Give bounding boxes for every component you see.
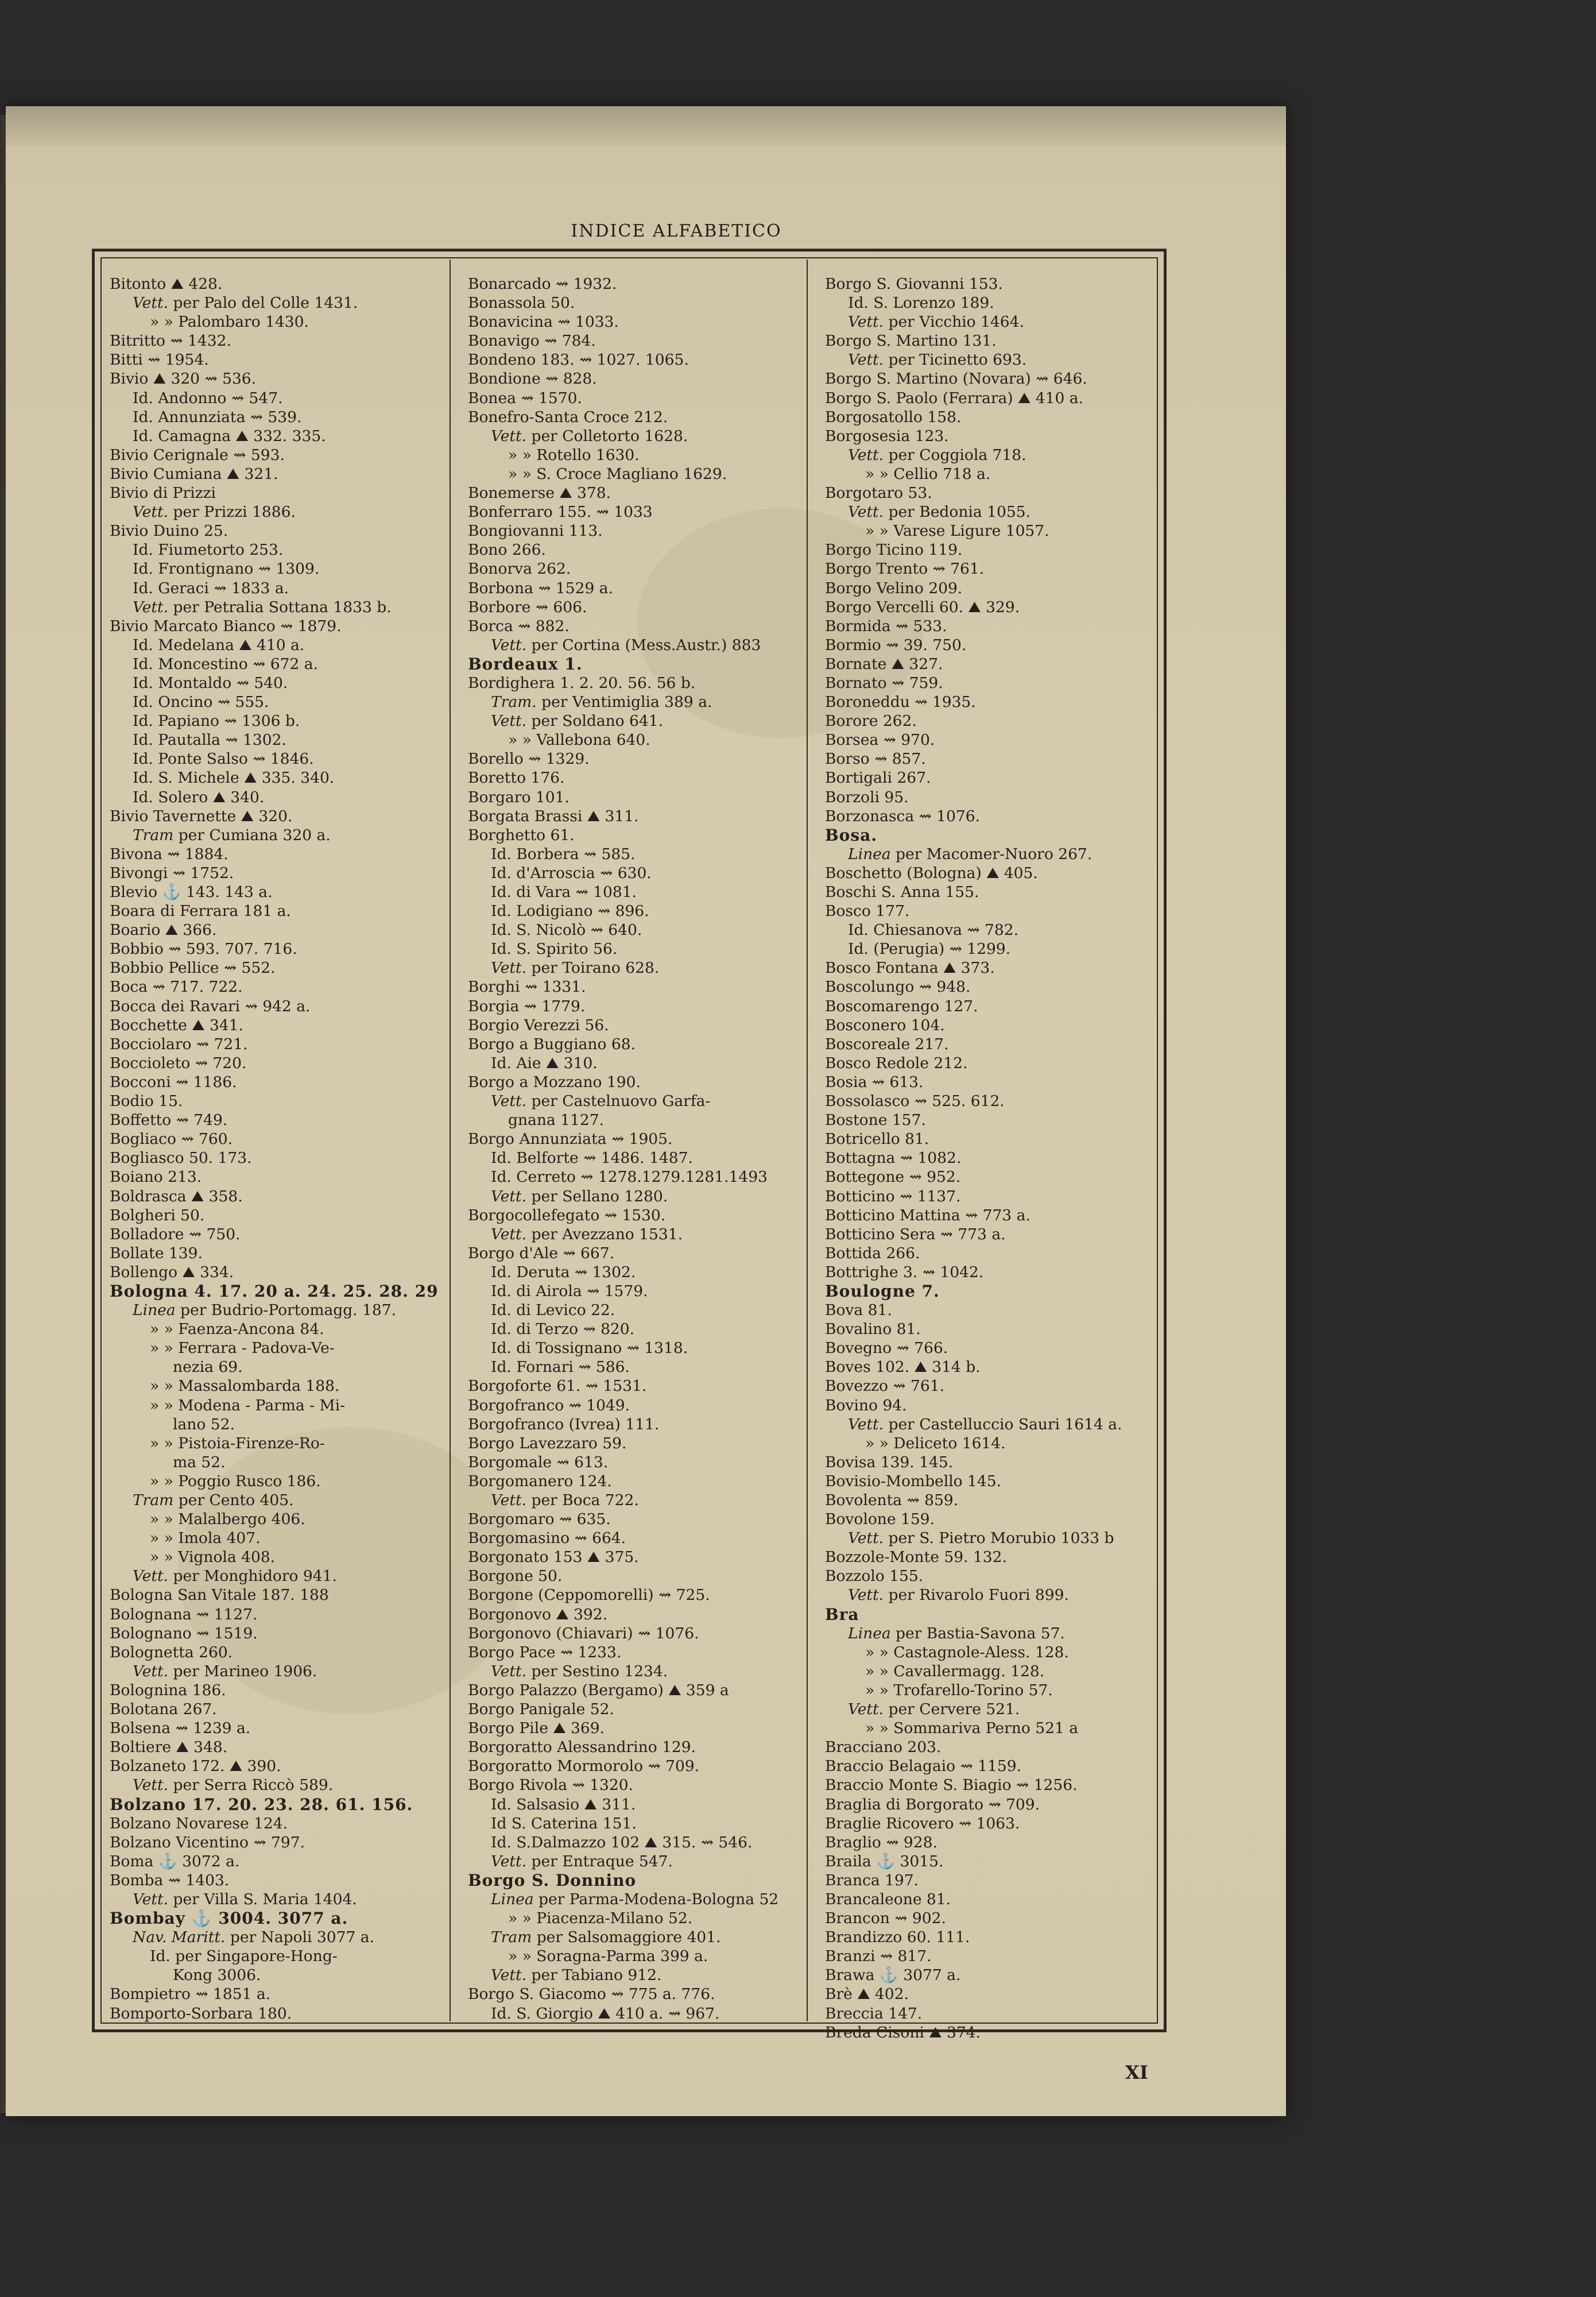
index-entry: Vett. per S. Pietro Morubio 1033 b: [848, 1529, 1114, 1548]
index-entry: Vett. per Entraque 547.: [491, 1852, 673, 1870]
index-entry: Linea per Parma-Modena-Bologna 52: [491, 1890, 779, 1908]
index-entry: Vett. per Palo del Colle 1431.: [133, 294, 358, 312]
index-entry: Borbona ⇝ 1529 a.: [468, 579, 614, 597]
index-entry: Id. S. Lorenzo 189.: [848, 294, 994, 312]
index-entry: Borgo S. Giacomo ⇝ 775 a. 776.: [468, 1985, 715, 2004]
index-entry: Borsea ⇝ 970.: [825, 731, 935, 749]
index-entry: Borgo Pace ⇝ 1233.: [468, 1643, 622, 1661]
index-entry: » » Ferrara - Padova-Ve-: [150, 1339, 335, 1358]
index-entry: Borgomasino ⇝ 664.: [468, 1529, 626, 1548]
index-entry: » » Palombaro 1430.: [150, 313, 309, 331]
index-entry: Vett. per Sellano 1280.: [491, 1187, 668, 1205]
index-entry: Borgo Ticino 119.: [825, 541, 963, 559]
index-entry: Bolzano 17. 20. 23. 28. 61. 156.: [110, 1795, 413, 1814]
index-entry: Id. Salsasio ⛰ 311.: [491, 1795, 636, 1813]
index-entry: » » Piacenza-Milano 52.: [508, 1909, 693, 1928]
index-entry: Breda Cisoni ⛰ 374.: [825, 2023, 981, 2041]
index-entry: Vett. per Rivarolo Fuori 899.: [848, 1586, 1069, 1604]
index-entry: Id. Solero ⛰ 340.: [133, 788, 265, 806]
index-entry: Vett. per Vicchio 1464.: [848, 313, 1024, 331]
index-entry: Id. Papiano ⇝ 1306 b.: [133, 712, 300, 730]
index-entry: » » Malalbergo 406.: [150, 1510, 305, 1529]
index-entry: Boffetto ⇝ 749.: [110, 1111, 228, 1130]
index-entry: Linea per Macomer-Nuoro 267.: [848, 845, 1093, 863]
index-entry: Bolsena ⇝ 1239 a.: [110, 1719, 251, 1738]
index-entry: Borgosesia 123.: [825, 427, 949, 445]
index-entry: Bostone 157.: [825, 1111, 926, 1130]
index-entry: » » Soragna-Parma 399 a.: [508, 1947, 708, 1966]
index-entry: Linea per Budrio-Portomagg. 187.: [133, 1301, 397, 1320]
index-entry: Bosco Redole 212.: [825, 1054, 968, 1072]
index-entry: » » Faenza-Ancona 84.: [150, 1320, 324, 1339]
index-entry: Id. Camagna ⛰ 332. 335.: [133, 427, 326, 445]
index-entry: Bivona ⇝ 1884.: [110, 845, 228, 863]
index-entry: Vett. per Prizzi 1886.: [133, 503, 296, 521]
index-entry: Vett. per Bedonia 1055.: [848, 503, 1031, 521]
index-entry: Bivongi ⇝ 1752.: [110, 864, 234, 882]
index-entry: Bolotana 267.: [110, 1700, 217, 1719]
index-entry: Boltiere ⛰ 348.: [110, 1738, 228, 1757]
index-entry: Borbore ⇝ 606.: [468, 598, 587, 616]
index-entry: Borgomanero 124.: [468, 1472, 612, 1490]
index-entry: Vett. per Petralia Sottana 1833 b.: [133, 598, 392, 616]
index-entry: Id. Annunziata ⇝ 539.: [133, 408, 302, 426]
index-entry: Vett. per Toirano 628.: [491, 959, 660, 977]
index-entry: Linea per Bastia-Savona 57.: [848, 1624, 1065, 1642]
index-entry: Bobbio Pellice ⇝ 552.: [110, 959, 276, 977]
index-entry: Bolzano Vicentino ⇝ 797.: [110, 1833, 305, 1851]
index-entry: Vett. per Marineo 1906.: [133, 1662, 317, 1680]
index-entry: Bozzolo 155.: [825, 1567, 924, 1586]
index-entry: Boroneddu ⇝ 1935.: [825, 693, 976, 711]
index-entry: Borca ⇝ 882.: [468, 617, 570, 635]
index-entry: Bondione ⇝ 828.: [468, 370, 597, 388]
index-entry: Braccio Monte S. Biagio ⇝ 1256.: [825, 1776, 1078, 1795]
index-entry: Bobbio ⇝ 593. 707. 716.: [110, 940, 297, 958]
index-entry: Bogliaco ⇝ 760.: [110, 1130, 233, 1148]
index-entry: Borgofranco ⇝ 1049.: [468, 1396, 630, 1414]
index-entry: Braccio Belagaio ⇝ 1159.: [825, 1757, 1022, 1776]
index-entry: Borgo Lavezzaro 59.: [468, 1434, 627, 1452]
index-entry: » » Castagnole-Aless. 128.: [865, 1643, 1069, 1661]
index-entry: Bollate 139.: [110, 1244, 203, 1262]
index-column-1: [110, 274, 443, 2023]
index-entry: Bordeaux 1.: [468, 654, 583, 674]
index-entry: Borso ⇝ 857.: [825, 750, 926, 768]
index-entry: Boschetto (Bologna) ⛰ 405.: [825, 864, 1038, 882]
index-entry: Braglie Ricovero ⇝ 1063.: [825, 1814, 1020, 1832]
index-entry: Bonemerse ⛰ 378.: [468, 484, 611, 502]
index-entry: Borgone (Ceppomorelli) ⇝ 725.: [468, 1586, 710, 1604]
index-entry: Id. S.Dalmazzo 102 ⛰ 315. ⇝ 546.: [491, 1833, 753, 1851]
index-entry: Borgo Velino 209.: [825, 579, 963, 597]
index-entry: » » Cavallermagg. 128.: [865, 1662, 1045, 1680]
index-entry: Id. Lodigiano ⇝ 896.: [491, 902, 649, 921]
index-entry: Id. Fiumetorto 253.: [133, 541, 284, 559]
book-page: [6, 106, 1286, 2116]
index-entry: Bovalino 81.: [825, 1320, 921, 1339]
index-entry: gnana 1127.: [508, 1111, 604, 1130]
index-entry: Borgotaro 53.: [825, 484, 932, 502]
index-entry: Bonarcado ⇝ 1932.: [468, 275, 617, 293]
index-entry: Tram. per Ventimiglia 389 a.: [491, 693, 712, 711]
index-entry: Bivio Duino 25.: [110, 522, 228, 540]
index-entry: Vett. per Monghidoro 941.: [133, 1567, 337, 1586]
index-entry: Boccioleto ⇝ 720.: [110, 1054, 247, 1072]
index-entry: Borgaro 101.: [468, 788, 570, 806]
index-entry: Borgo Annunziata ⇝ 1905.: [468, 1130, 673, 1148]
index-entry: Id. Andonno ⇝ 547.: [133, 389, 283, 407]
index-entry: Id. Ponte Salso ⇝ 1846.: [133, 750, 314, 768]
index-entry: Vett. per Cervere 521.: [848, 1700, 1020, 1719]
index-entry: Bongiovanni 113.: [468, 522, 603, 540]
index-entry: Id. di Levico 22.: [491, 1301, 615, 1320]
index-entry: Bivio Marcato Bianco ⇝ 1879.: [110, 617, 342, 635]
index-column-2: [468, 274, 801, 2023]
index-column-3: [825, 274, 1158, 2042]
index-entry: Boscoreale 217.: [825, 1035, 949, 1053]
index-entry: Boves 102. ⛰ 314 b.: [825, 1358, 981, 1376]
index-entry: Id. Frontignano ⇝ 1309.: [133, 560, 320, 578]
index-entry: Borghi ⇝ 1331.: [468, 978, 586, 996]
index-entry: Borghetto 61.: [468, 826, 575, 844]
index-entry: Borzoli 95.: [825, 788, 909, 806]
index-entry: Bocchette ⛰ 341.: [110, 1016, 243, 1034]
index-entry: Vett. per Ticinetto 693.: [848, 351, 1027, 369]
index-entry: Boscolungo ⇝ 948.: [825, 978, 971, 996]
index-entry: Borello ⇝ 1329.: [468, 750, 590, 768]
index-entry: Borgosatollo 158.: [825, 408, 962, 426]
index-entry: Id. Pautalla ⇝ 1302.: [133, 731, 286, 749]
index-entry: Bologna 4. 17. 20 a. 24. 25. 28. 29: [110, 1281, 439, 1301]
index-entry: Tram per Cento 405.: [133, 1491, 294, 1509]
index-entry: Id. Aie ⛰ 310.: [491, 1054, 598, 1072]
index-entry: Vett. per Sestino 1234.: [491, 1662, 668, 1680]
index-entry: Bonavicina ⇝ 1033.: [468, 313, 619, 331]
index-entry: Boiano 213.: [110, 1168, 202, 1186]
index-entry: Bovolone 159.: [825, 1510, 935, 1529]
index-entry: Bolzaneto 172. ⛰ 390.: [110, 1757, 281, 1776]
index-entry: Id. S. Michele ⛰ 335. 340.: [133, 769, 335, 787]
index-entry: Id. di Airola ⇝ 1579.: [491, 1282, 648, 1300]
index-entry: Bottrighe 3. ⇝ 1042.: [825, 1263, 984, 1281]
index-entry: Vett. per Avezzano 1531.: [491, 1225, 683, 1243]
index-entry: » » Vignola 408.: [150, 1548, 276, 1567]
index-entry: Bolognetta 260.: [110, 1643, 233, 1661]
index-entry: Bomba ⇝ 1403.: [110, 1871, 230, 1889]
index-entry: Branzi ⇝ 817.: [825, 1947, 932, 1966]
index-entry: Vett. per Castelluccio Sauri 1614 a.: [848, 1415, 1122, 1433]
index-entry: Id. d'Arroscia ⇝ 630.: [491, 864, 652, 882]
index-entry: » » Poggio Rusco 186.: [150, 1472, 321, 1490]
index-entry: Bovezzo ⇝ 761.: [825, 1377, 945, 1395]
index-entry: Borgonovo ⛰ 392.: [468, 1605, 608, 1623]
index-entry: Id. di Terzo ⇝ 820.: [491, 1320, 635, 1339]
index-entry: Borgoratto Alessandrino 129.: [468, 1738, 696, 1757]
index-entry: Id. di Tossignano ⇝ 1318.: [491, 1339, 688, 1358]
index-entry: Botticino Sera ⇝ 773 a.: [825, 1225, 1006, 1243]
index-entry: Botticino Mattina ⇝ 773 a.: [825, 1206, 1031, 1224]
index-entry: Id. Oncino ⇝ 555.: [133, 693, 269, 711]
index-entry: Bomporto-Sorbara 180.: [110, 2004, 292, 2023]
index-entry: Boscomarengo 127.: [825, 997, 978, 1015]
index-entry: Borgocollefegato ⇝ 1530.: [468, 1206, 666, 1224]
index-entry: Bosco Fontana ⛰ 373.: [825, 959, 995, 977]
index-entry: Bova 81.: [825, 1301, 892, 1320]
index-entry: Bivio Tavernette ⛰ 320.: [110, 807, 293, 825]
index-entry: Borgo Rivola ⇝ 1320.: [468, 1776, 633, 1795]
page-top-band: [6, 106, 1286, 146]
index-entry: Bozzole-Monte 59. 132.: [825, 1548, 1007, 1567]
index-entry: Vett. per Tabiano 912.: [491, 1966, 662, 1985]
index-entry: Brawa ⚓ 3077 a.: [825, 1966, 961, 1985]
index-entry: Id. di Vara ⇝ 1081.: [491, 883, 637, 901]
index-entry: Botticino ⇝ 1137.: [825, 1187, 961, 1205]
index-entry: » » Varese Ligure 1057.: [865, 522, 1049, 540]
index-entry: Boara di Ferrara 181 a.: [110, 902, 291, 921]
index-entry: Bossolasco ⇝ 525. 612.: [825, 1092, 1005, 1111]
index-entry: Id. S. Spirito 56.: [491, 940, 618, 958]
index-entry: Boschi S. Anna 155.: [825, 883, 979, 901]
index-entry: Brè ⛰ 402.: [825, 1985, 909, 2004]
index-entry: Borgoforte 61. ⇝ 1531.: [468, 1377, 647, 1395]
index-entry: Braila ⚓ 3015.: [825, 1852, 944, 1870]
index-entry: Bitonto ⛰ 428.: [110, 275, 223, 293]
index-entry: Borgo Vercelli 60. ⛰ 329.: [825, 598, 1020, 616]
index-entry: Tram per Salsomaggiore 401.: [491, 1928, 721, 1947]
index-entry: Tram per Cumiana 320 a.: [133, 826, 331, 844]
index-entry: Bolognano ⇝ 1519.: [110, 1624, 258, 1642]
index-entry: Borzonasca ⇝ 1076.: [825, 807, 981, 825]
index-entry: Id. Cerreto ⇝ 1278.1279.1281.1493: [491, 1168, 768, 1186]
index-entry: Bonferraro 155. ⇝ 1033: [468, 503, 653, 521]
index-entry: Id. (Perugia) ⇝ 1299.: [848, 940, 1011, 958]
index-entry: Borgo S. Paolo (Ferrara) ⛰ 410 a.: [825, 389, 1083, 407]
index-entry: Brancaleone 81.: [825, 1890, 951, 1908]
index-entry: Bonefro-Santa Croce 212.: [468, 408, 668, 426]
index-entry: Boma ⚓ 3072 a.: [110, 1852, 240, 1870]
index-entry: Borgata Brassi ⛰ 311.: [468, 807, 639, 825]
index-entry: Bivio ⛰ 320 ⇝ 536.: [110, 370, 257, 388]
index-entry: Bollengo ⛰ 334.: [110, 1263, 234, 1281]
index-entry: Borgomale ⇝ 613.: [468, 1453, 609, 1471]
index-entry: Id. Geraci ⇝ 1833 a.: [133, 579, 289, 597]
index-entry: Bonea ⇝ 1570.: [468, 389, 582, 407]
index-entry: Borgo S. Giovanni 153.: [825, 275, 1003, 293]
index-entry: Borgo Palazzo (Bergamo) ⛰ 359 a: [468, 1681, 729, 1699]
column-divider: [450, 260, 451, 2021]
index-entry: Bologna San Vitale 187. 188: [110, 1586, 329, 1604]
index-entry: Borgo Trento ⇝ 761.: [825, 560, 985, 578]
index-entry: Borgo S. Donnino: [468, 1870, 637, 1890]
index-entry: Id. Chiesanova ⇝ 782.: [848, 921, 1019, 939]
index-entry: Bortigali 267.: [825, 769, 931, 787]
index-entry: Kong 3006.: [173, 1966, 261, 1985]
index-entry: Bovino 94.: [825, 1396, 907, 1414]
index-entry: Bivio di Prizzi: [110, 484, 216, 502]
index-entry: Botricello 81.: [825, 1130, 929, 1148]
index-entry: Bivio Cumiana ⛰ 321.: [110, 465, 278, 483]
index-entry: ma 52.: [173, 1453, 226, 1471]
index-entry: Bordighera 1. 2. 20. 56. 56 b.: [468, 674, 696, 692]
page-number: XI: [1125, 2062, 1148, 2083]
index-entry: Bosia ⇝ 613.: [825, 1073, 924, 1091]
index-entry: Bolzano Novarese 124.: [110, 1814, 288, 1832]
index-entry: Id. Medelana ⛰ 410 a.: [133, 636, 305, 654]
index-entry: Bitritto ⇝ 1432.: [110, 332, 231, 350]
index-entry: Borgofranco (Ivrea) 111.: [468, 1415, 660, 1433]
index-entry: Vett. per Castelnuovo Garfa-: [491, 1092, 711, 1111]
index-entry: Vett. per Villa S. Maria 1404.: [133, 1890, 357, 1908]
index-entry: Bovolenta ⇝ 859.: [825, 1491, 959, 1509]
index-entry: Boca ⇝ 717. 722.: [110, 978, 243, 996]
index-entry: » » Pistoia-Firenze-Ro-: [150, 1434, 325, 1452]
index-entry: » » Cellio 718 a.: [865, 465, 991, 483]
index-entry: Bormio ⇝ 39. 750.: [825, 636, 967, 654]
index-entry: Bonavigo ⇝ 784.: [468, 332, 596, 350]
index-entry: » » Trofarello-Torino 57.: [865, 1681, 1053, 1699]
index-entry: Id. Moncestino ⇝ 672 a.: [133, 655, 318, 673]
index-entry: Brandizzo 60. 111.: [825, 1928, 970, 1947]
index-entry: Borgone 50.: [468, 1567, 563, 1586]
index-entry: Bonorva 262.: [468, 560, 571, 578]
index-entry: Id. per Singapore-Hong-: [150, 1947, 338, 1966]
index-entry: Bornate ⛰ 327.: [825, 655, 943, 673]
index-entry: Borgo d'Ale ⇝ 667.: [468, 1244, 615, 1262]
index-entry: » » Modena - Parma - Mi-: [150, 1396, 346, 1414]
index-entry: Borgo Pile ⛰ 369.: [468, 1719, 605, 1738]
index-entry: Bosconero 104.: [825, 1016, 945, 1034]
index-entry: lano 52.: [173, 1415, 235, 1433]
index-entry: Nav. Maritt. per Napoli 3077 a.: [133, 1928, 374, 1947]
index-entry: Borgonato 153 ⛰ 375.: [468, 1548, 639, 1567]
index-entry: Bosco 177.: [825, 902, 910, 921]
index-entry: Bonassola 50.: [468, 294, 575, 312]
index-entry: » » Imola 407.: [150, 1529, 261, 1548]
index-entry: Braglio ⇝ 928.: [825, 1833, 938, 1851]
index-entry: Bottegone ⇝ 952.: [825, 1168, 961, 1186]
index-entry: Bono 266.: [468, 541, 546, 559]
index-entry: Id. Deruta ⇝ 1302.: [491, 1263, 636, 1281]
index-entry: Id S. Caterina 151.: [491, 1814, 637, 1832]
index-entry: Bivio Cerignale ⇝ 593.: [110, 446, 285, 464]
index-entry: Vett. per Cortina (Mess.Austr.) 883: [491, 636, 761, 654]
index-entry: Boldrasca ⛰ 358.: [110, 1187, 243, 1205]
index-entry: Bottida 266.: [825, 1244, 920, 1262]
index-entry: Borgo S. Martino (Novara) ⇝ 646.: [825, 370, 1087, 388]
index-entry: Borgo S. Martino 131.: [825, 332, 997, 350]
index-entry: Id. S. Giorgio ⛰ 410 a. ⇝ 967.: [491, 2004, 720, 2023]
index-frame: [92, 249, 1167, 2041]
index-entry: Vett. per Coggiola 718.: [848, 446, 1026, 464]
index-entry: » » Massalombarda 188.: [150, 1377, 340, 1395]
index-entry: Boretto 176.: [468, 769, 565, 787]
index-entry: Bolognana ⇝ 1127.: [110, 1605, 258, 1623]
index-entry: » » S. Croce Magliano 1629.: [508, 465, 727, 483]
index-entry: Borgo a Buggiano 68.: [468, 1035, 636, 1053]
index-entry: Borgoratto Mormorolo ⇝ 709.: [468, 1757, 700, 1776]
index-entry: Borore 262.: [825, 712, 917, 730]
index-entry: Bocca dei Ravari ⇝ 942 a.: [110, 997, 311, 1015]
index-entry: » » Deliceto 1614.: [865, 1434, 1006, 1452]
index-entry: Bombay ⚓ 3004. 3077 a.: [110, 1909, 348, 1928]
index-entry: » » Rotello 1630.: [508, 446, 640, 464]
index-entry: Id. S. Nicolò ⇝ 640.: [491, 921, 642, 939]
index-entry: Id. Fornari ⇝ 586.: [491, 1358, 630, 1376]
index-entry: Bondeno 183. ⇝ 1027. 1065.: [468, 351, 689, 369]
index-entry: Bogliasco 50. 173.: [110, 1149, 252, 1167]
index-entry: Boario ⛰ 366.: [110, 921, 217, 939]
index-entry: Id. Montaldo ⇝ 540.: [133, 674, 288, 692]
index-entry: Borgo Panigale 52.: [468, 1700, 614, 1719]
index-entry: Vett. per Colletorto 1628.: [491, 427, 688, 445]
index-entry: Vett. per Soldano 641.: [491, 712, 664, 730]
index-entry: Bolognina 186.: [110, 1681, 226, 1699]
index-entry: Bolgheri 50.: [110, 1206, 205, 1224]
index-entry: Borgio Verezzi 56.: [468, 1016, 609, 1034]
index-entry: Breccia 147.: [825, 2004, 923, 2023]
index-entry: » » Vallebona 640.: [508, 731, 650, 749]
index-entry: Brancon ⇝ 902.: [825, 1909, 946, 1928]
index-entry: Bolladore ⇝ 750.: [110, 1225, 241, 1243]
index-entry: Bovisa 139. 145.: [825, 1453, 954, 1471]
index-entry: Bitti ⇝ 1954.: [110, 351, 209, 369]
index-entry: Bracciano 203.: [825, 1738, 942, 1757]
page-title: INDICE ALFABETICO: [571, 221, 782, 241]
index-entry: Bompietro ⇝ 1851 a.: [110, 1985, 271, 2004]
index-entry: Borgomaro ⇝ 635.: [468, 1510, 611, 1529]
index-entry: » » Sommariva Perno 521 a: [865, 1719, 1079, 1738]
index-entry: Bornato ⇝ 759.: [825, 674, 943, 692]
index-entry: Id. Borbera ⇝ 585.: [491, 845, 636, 863]
index-entry: Branca 197.: [825, 1871, 919, 1889]
index-entry: nezia 69.: [173, 1358, 243, 1376]
index-entry: Bormida ⇝ 533.: [825, 617, 947, 635]
index-entry: Bottagna ⇝ 1082.: [825, 1149, 962, 1167]
index-entry: Bosa.: [825, 825, 877, 845]
index-entry: Boulogne 7.: [825, 1281, 940, 1301]
index-entry: Borgia ⇝ 1779.: [468, 997, 586, 1015]
index-entry: Borgonovo (Chiavari) ⇝ 1076.: [468, 1624, 699, 1642]
index-entry: Bovegno ⇝ 766.: [825, 1339, 948, 1358]
index-entry: Id. Belforte ⇝ 1486. 1487.: [491, 1149, 693, 1167]
index-entry: Bovisio-Mombello 145.: [825, 1472, 1002, 1490]
column-divider: [807, 260, 808, 2021]
index-entry: Borgo a Mozzano 190.: [468, 1073, 641, 1091]
index-entry: Bra: [825, 1604, 859, 1624]
index-entry: Blevio ⚓ 143. 143 a.: [110, 883, 273, 901]
index-entry: Braglia di Borgorato ⇝ 709.: [825, 1795, 1040, 1813]
index-entry: Bocciolaro ⇝ 721.: [110, 1035, 248, 1053]
index-entry: Vett. per Boca 722.: [491, 1491, 639, 1509]
index-entry: Bocconi ⇝ 1186.: [110, 1073, 237, 1091]
index-entry: Vett. per Serra Riccò 589.: [133, 1776, 334, 1795]
index-entry: Bodio 15.: [110, 1092, 183, 1111]
